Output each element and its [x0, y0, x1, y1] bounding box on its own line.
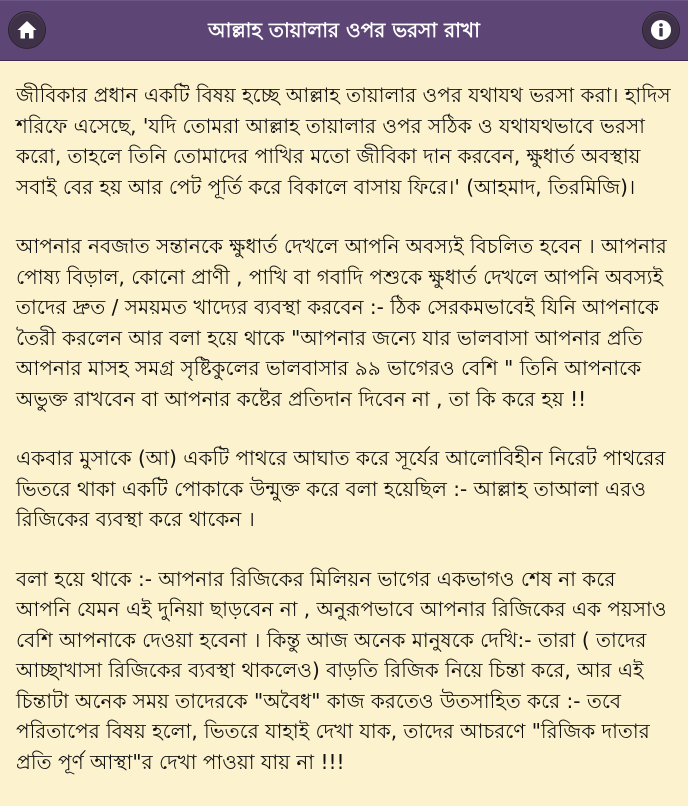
article-paragraph: বলা হয়ে থাকে :- আপনার রিজিকের মিলিয়ন ভাগের একভাগও শেষ না করে আপনি যেমন এই দুনিয়া ছাড়বেন না , অনুরূপভাবে আপনার রিজিকের এক পয়সাও বেশি আপনাকে দেওয়া হবেনা । কিন্তু আজ অনেক মানুষকে দেখি:- তারা ( তাদের আচ্ছাখাসা রিজিকের ব্যবস্থা থাকলেও) বাড়তি রিজিক নিয়ে চিন্তা করে, আর এই চিন্তাটা অনেক সময় তাদেরকে "অবৈধ" কাজ করতেও উতসাহিত করে :- তবে পরিতাপের বিষয় হলো, ভিতরে যাহাই দেখা যাক, তাদের আচরণে "রিজিক দাতার প্রতি পূর্ণ আস্থা"র দেখা পাওয়া যায় না !!! — [16, 566, 667, 774]
article-paragraph: জীবিকার প্রধান একটি বিষয় হচ্ছে আল্লাহ তায়ালার ওপর যথাযথ ভরসা করা। হাদিস শরিফে এসেছে, 'যদি তোমরা আল্লাহ তায়ালার ওপর সঠিক ও যথাযথভাবে ভরসা করো, তাহলে তিনি তোমাদের পাখির মতো জীবিকা দান করবেন, ক্ষুধার্ত অবস্থায় সবাই বের হয় আর পেট পূর্তি করে বিকালে বাসায় ফিরে।' (আহমাদ, তিরমিজি)। — [16, 83, 671, 199]
page-title: আল্লাহ তায়ালার ওপর ভরসা রাখা — [208, 18, 480, 42]
home-button[interactable] — [8, 11, 46, 49]
info-button[interactable] — [642, 11, 680, 49]
article-paragraph: আপনার নবজাত সন্তানকে ক্ষুধার্ত দেখলে আপনি অবস্যই বিচলিত হবেন । আপনার পোষ্য বিড়াল, কোনো প্রাণী , পাখি বা গবাদি পশুকে ক্ষুধার্ত দেখলে আপনি অবস্যই তাদের দ্রুত / সময়মত খাদ্যের ব্যবস্থা করবেন :- ঠিক সেরকমভাবেই যিনি আপনাকে তৈরী করলেন আর বলা হয়ে থাকে "আপনার জন্যে যার ভালবাসা আপনার প্রতি আপনার মাসহ সমগ্র সৃষ্টিকুলের ভালবাসার ৯৯ ভাগেরও বেশি " তিনি আপনাকে অভুক্ত রাখবেন বা আপনার কষ্টের প্রতিদান দিবেন না , তা কি করে হয় !! — [16, 234, 667, 411]
home-icon — [16, 19, 38, 41]
app-header — [0, 0, 688, 61]
info-icon — [650, 19, 672, 41]
article-content — [16, 80, 672, 806]
article-paragraph: একবার মুসাকে (আ) একটি পাথরে আঘাত করে সূর্যের আলোবিহীন নিরেট পাথরের ভিতরে থাকা একটি পোকাকে উন্মুক্ত করে বলা হয়েছিল :- আল্লাহ তাআলা এরও রিজিকের ব্যবস্থা করে থাকেন । — [16, 446, 666, 531]
